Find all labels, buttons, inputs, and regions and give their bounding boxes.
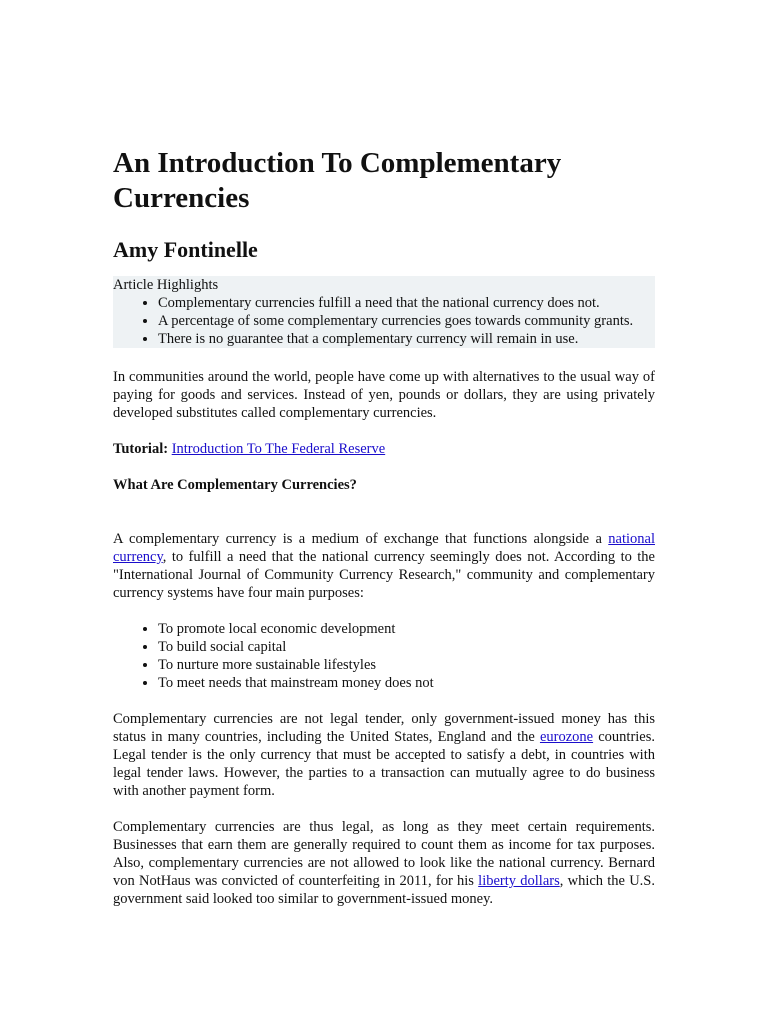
- highlights-title: Article Highlights: [113, 277, 219, 293]
- text-run: , which the U.S. government said looked too similar to government-issued money.: [113, 873, 655, 907]
- paragraph-legal-tender: [113, 710, 655, 800]
- text-run: A complementary currency is a medium of exchange that functions alongside a: [113, 531, 609, 547]
- tutorial-line: [113, 440, 655, 458]
- spacer: [113, 512, 655, 530]
- purpose-item: • To nurture more sustainable lifestyles: [158, 656, 655, 674]
- text-run: Complementary currencies are not legal tender, only government-issued money has this status in many countries, including the United States, England and the: [113, 711, 655, 745]
- article-title: An Introduction To Complementary Currencies: [113, 147, 562, 214]
- purposes-list: [113, 620, 655, 692]
- national-currency-link[interactable]: national currency: [113, 531, 655, 565]
- purpose-item: • To promote local economic development: [158, 620, 655, 638]
- tutorial-label: Tutorial:: [113, 441, 169, 457]
- highlight-item: • A percentage of some complementary currencies goes towards community grants.: [158, 312, 655, 330]
- section-heading-text: What Are Complementary Currencies?: [113, 477, 357, 493]
- highlight-item: • There is no guarantee that a complementary currency will remain in use.: [158, 330, 655, 348]
- text-run: countries. Legal tender is the only currency that must be accepted to satisfy a debt, in countries with legal tender laws. However, the parties to a transaction can mutually agree to do business with another payment form.: [113, 729, 656, 799]
- purpose-item: • To build social capital: [158, 638, 655, 656]
- liberty-dollars-link[interactable]: liberty dollars: [478, 873, 560, 889]
- article-author: Amy Fontinelle: [113, 237, 258, 262]
- article-highlights-box: [113, 276, 655, 348]
- purpose-item: • To meet needs that mainstream money does not: [158, 674, 655, 692]
- paragraph-definition: [113, 530, 655, 602]
- highlights-list: [113, 294, 655, 348]
- section-heading: [113, 476, 655, 494]
- intro-paragraph: In communities around the world, people have come up with alternatives to the usual way of paying for goods and services. Instead of yen, pounds or dollars, they are using privately developed substitutes called complementary currencies.: [113, 369, 655, 421]
- document-page: [113, 146, 655, 926]
- highlight-item: • Complementary currencies fulfill a need that the national currency does not.: [158, 294, 655, 312]
- paragraph-legality: [113, 818, 655, 908]
- text-run: , to fulfill a need that the national currency seemingly does not. According to the "International Journal of Community Currency Research," community and complementary currency systems have four main purposes:: [113, 549, 655, 601]
- tutorial-link[interactable]: Introduction To The Federal Reserve: [171, 441, 386, 457]
- text-run: Complementary currencies are thus legal, as long as they meet certain requirements. Businesses that earn them are generally required to count them as income for tax purposes. Also, complementary currencies are not allowed to look like the national currency. Bernard von NotHaus was convicted of counterfeiting in 2011, for his: [113, 819, 655, 889]
- eurozone-link[interactable]: eurozone: [539, 729, 594, 745]
